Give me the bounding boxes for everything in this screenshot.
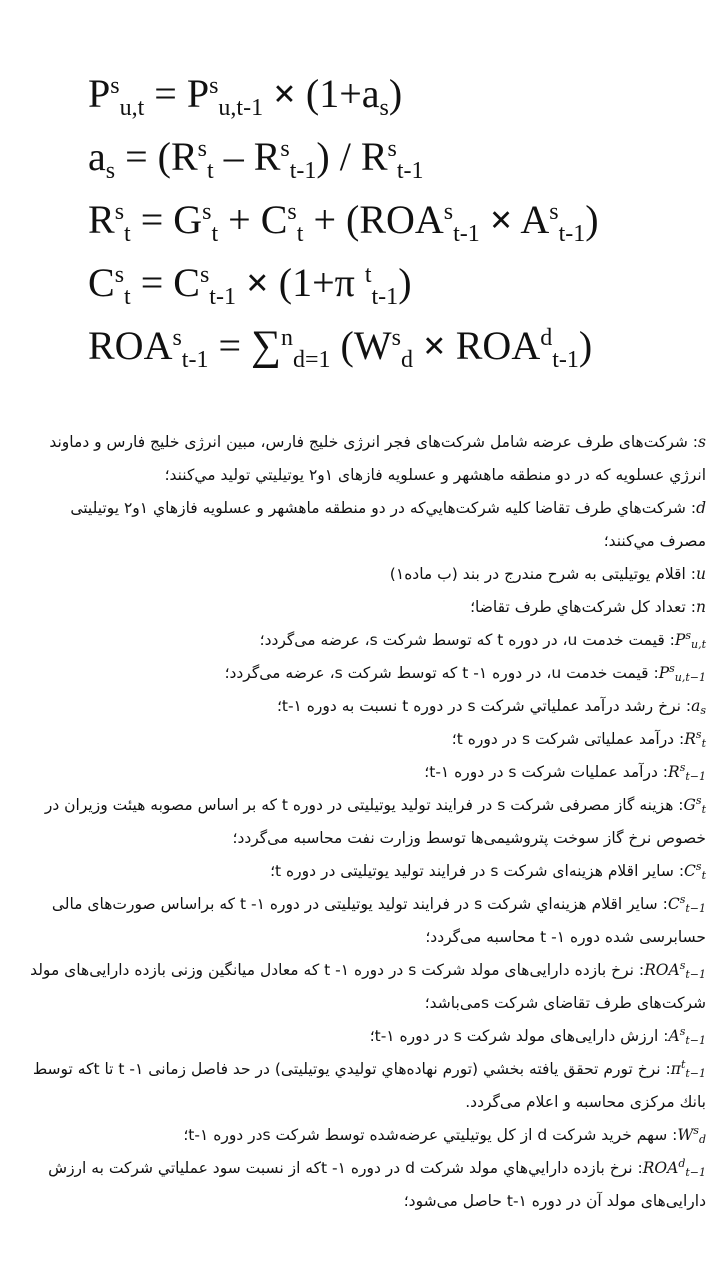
symbol: u — [696, 565, 706, 583]
definition-text: : نرخ بازده دارایي‌هاي مولد شرکت d در دوره ۱- tکه از نسبت سود عملیاتي شرکت به ارزش دارایی‌های مولد آن در دوره ۱-t حاصل می‌شود؛ — [48, 1159, 706, 1210]
definition-text: : نرخ رشد درآمد عملیاتي شرکت s در دوره t نسبت به دوره ۱-t؛ — [276, 697, 692, 715]
definition-text: : سهم خرید شرکت d از کل یوتیلیتي عرضه‌شده توسط شرکت sدر دوره ۱-t؛ — [183, 1126, 678, 1144]
symbol: $G^s_t$ — [683, 794, 706, 816]
definition-text: : سایر اقلام هزینه‌اي شرکت s در فرایند تولید یوتیلیتی در دوره ۱- t که براساس صورت‌های مالی حسابرسی شده دوره ۱- t محاسبه می‌گردد؛ — [51, 895, 706, 946]
formula-price: $P^s_{u,t} = P^s_{u,t-1} \times (1+a_s)$ — [88, 71, 403, 121]
definition-other-cost-t-1 — [30, 888, 706, 954]
definition-text: : هزینه گاز مصرفی شرکت s در فرایند تولید یوتیلیتی در دوره t که بر اساس مصوبه هیئت وزیران در خصوص نرخ گاز سوخت پتروشیمی‌ها توسط وزارت نفت محاسبه می‌گردد؛ — [44, 796, 706, 847]
symbol: n — [696, 598, 706, 616]
definition-s — [30, 426, 706, 492]
definition-purchase-share — [30, 1119, 706, 1152]
formula-block — [88, 62, 688, 377]
definition-text: : درآمد عملیاتی شرکت s در دوره t؛ — [451, 730, 685, 748]
definition-revenue-t-1 — [30, 756, 706, 789]
symbol: $a_s$ — [691, 697, 706, 717]
formula-roa: $ROA^s_{t-1} = \sum^n_{d=1}$ $(W^s_d \times ROA^d_{t-1})$ — [88, 323, 593, 373]
definition-text: : شرکت‌های طرف عرضه شامل شرکت‌های فجر انرژی خلیج فارس، مبین انرژی خلیج فارس و دماوند انرژي عسلویه که در دو منطقه ماهشهر و عسلویه فازهای ۱و۲ یوتیلیتي تولید مي‌کنند؛ — [49, 433, 706, 484]
definition-gas-cost — [30, 789, 706, 855]
symbol: $C^s_t$ — [684, 860, 706, 882]
symbol: $A^s_{t-1}$ — [668, 1025, 706, 1047]
symbol: $ROA^d_{t-1}$ — [642, 1157, 706, 1179]
definition-text: : شرکت‌هاي طرف تقاضا کلیه شرکت‌هایي‌که در دو منطقه ماهشهر و عسلویه فازهاي ۱و۲ یوتیلیتی مصرف مي‌کنند؛ — [70, 499, 706, 550]
definition-u — [30, 558, 706, 591]
definition-text: : تعداد کل شرکت‌هاي طرف تقاضا؛ — [470, 598, 697, 616]
formula-growth-rate: $a_s = (R^s_t - R^s_{t-1}) / R^s_{t-1}$ — [88, 134, 424, 184]
symbol: $ROA^s_{t-1}$ — [644, 959, 706, 981]
definition-text: : سایر اقلام هزینه‌ای شرکت s در فرایند تولید یوتیلیتی در دوره t؛ — [270, 862, 685, 880]
definition-n — [30, 591, 706, 624]
symbol: s — [698, 433, 706, 451]
definition-revenue-t — [30, 723, 706, 756]
definition-roa-s — [30, 954, 706, 1020]
definition-d — [30, 492, 706, 558]
symbol: $R^s_t$ — [684, 728, 706, 750]
definition-roa-d — [30, 1152, 706, 1218]
symbol: $P^s_{u,t-1}$ — [658, 662, 706, 684]
definition-other-cost-t — [30, 855, 706, 888]
definition-text: : نرخ بازده دارایی‌های مولد شرکت s در دوره ۱- t که معادل میانگین وزنی بازده دارایی‌های مولد شرکت‌های طرف تقاضای شرکت sمی‌باشد؛ — [30, 961, 706, 1012]
symbol: $P^s_{u,t}$ — [674, 629, 706, 651]
definition-growth — [30, 690, 706, 723]
definition-assets — [30, 1020, 706, 1053]
definition-text: : اقلام یوتیلیتی به شرح مندرج در بند (ب ماده۱) — [389, 565, 697, 583]
symbol: d — [696, 499, 706, 517]
symbol: $C^s_{t-1}$ — [667, 893, 706, 915]
definition-text: : قیمت خدمت u، در دوره ۱- t که توسط شرکت s، عرضه می‌گردد؛ — [224, 664, 659, 682]
definition-text: : نرخ تورم تحقق یافته بخشي (تورم نهاده‌هاي تولیدي یوتیلیتی) در حد فاصل زمانی ۱- t تا tکه توسط بانك مرکزی محاسبه و اعلام می‌گردد. — [32, 1060, 706, 1111]
definition-price-t — [30, 624, 706, 657]
definition-text: : قیمت خدمت u، در دوره t که توسط شرکت s، عرضه می‌گردد؛ — [259, 631, 675, 649]
definition-text: : ارزش دارایی‌های مولد شرکت s در دوره ۱-t؛ — [369, 1027, 669, 1045]
formula-revenue: $R^s_t = G^s_t + C^s_t + (ROA^s_{t-1} \times A^s_{t-1})$ — [88, 197, 599, 247]
symbol: $R^s_{t-1}$ — [668, 761, 706, 783]
symbol: $\pi^t_{t-1}$ — [670, 1058, 706, 1080]
definition-price-t-1 — [30, 657, 706, 690]
definition-text: : درآمد عملیات شرکت s در دوره ۱-t؛ — [424, 763, 669, 781]
definition-inflation — [30, 1053, 706, 1119]
formula-cost: $C^s_t = C^s_{t-1} \times (1+\pi$ $^t_{t-1}$) — [88, 260, 412, 310]
definitions-list — [30, 426, 706, 1218]
symbol: $W^s_d$ — [677, 1124, 706, 1146]
